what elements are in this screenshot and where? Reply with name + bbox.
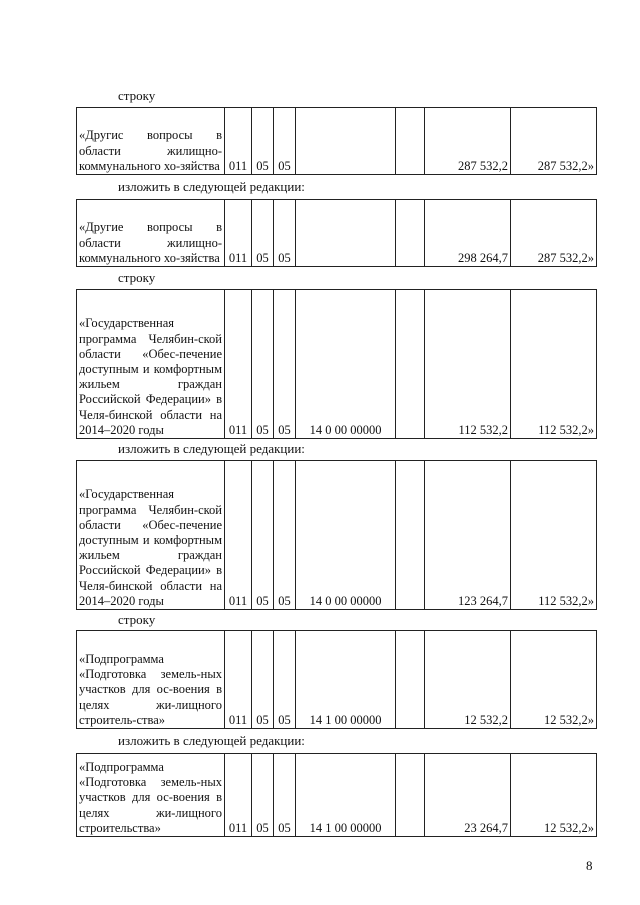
vr-code <box>396 754 425 837</box>
row-name: «Другие вопросы в области жилищно-коммунального хо-зяйства <box>77 200 225 267</box>
budget-table-row <box>76 107 597 175</box>
grbs-code: 011 <box>225 290 252 439</box>
razdel-code: 05 <box>252 200 274 267</box>
caption-stroku: строку <box>118 270 156 285</box>
sum-new: 12 532,2» <box>511 754 597 837</box>
sum-new: 112 532,2» <box>511 290 597 439</box>
razdel-code: 05 <box>252 108 274 175</box>
vr-code <box>396 200 425 267</box>
grbs-code: 011 <box>225 754 252 837</box>
podrazdel-code: 05 <box>274 108 296 175</box>
podrazdel-code: 05 <box>274 290 296 439</box>
grbs-code: 011 <box>225 200 252 267</box>
row-name: «Другис вопросы в области жилищно-коммунального хо-зяйства <box>77 108 225 175</box>
csr-code <box>296 108 396 175</box>
vr-code <box>396 631 425 729</box>
csr-code <box>296 200 396 267</box>
razdel-code: 05 <box>252 631 274 729</box>
sum-old: 287 532,2 <box>425 108 511 175</box>
sum-new: 112 532,2» <box>511 461 597 610</box>
caption-izlozhit: изложить в следующей редакции: <box>118 733 305 748</box>
caption-izlozhit: изложить в следующей редакции: <box>118 441 305 456</box>
caption-stroku: строку <box>118 88 156 103</box>
budget-table-row <box>76 630 597 729</box>
row-name: «Подпрограмма «Подготовка земель-ных участков для ос-воения в целях жи-лищного строительства» <box>77 754 225 837</box>
page-number: 8 <box>586 858 593 873</box>
sum-old: 298 264,7 <box>425 200 511 267</box>
row-name: «Государственная программа Челябин-ской области «Обес-печение доступным и комфортным жильем граждан Российской Федерации» в Челя-бинской области на 2014–2020 годы <box>77 290 225 439</box>
budget-table-row <box>76 289 597 439</box>
vr-code <box>396 108 425 175</box>
row-name: «Подпрограмма «Подготовка земель-ных участков для ос-воения в целях жи-лищного строитель-ства» <box>77 631 225 729</box>
budget-table-row <box>76 753 597 837</box>
row-name: «Государственная программа Челябин-ской области «Обес-печение доступным и комфортным жильем граждан Российской Федерации» в Челя-бинской области на 2014–2020 годы <box>77 461 225 610</box>
budget-table-row <box>76 460 597 610</box>
grbs-code: 011 <box>225 461 252 610</box>
sum-new: 287 532,2» <box>511 200 597 267</box>
podrazdel-code: 05 <box>274 200 296 267</box>
razdel-code: 05 <box>252 754 274 837</box>
csr-code: 14 0 00 00000 <box>296 461 396 610</box>
sum-old: 23 264,7 <box>425 754 511 837</box>
podrazdel-code: 05 <box>274 461 296 610</box>
sum-old: 123 264,7 <box>425 461 511 610</box>
csr-code: 14 1 00 00000 <box>296 631 396 729</box>
csr-code: 14 1 00 00000 <box>296 754 396 837</box>
podrazdel-code: 05 <box>274 631 296 729</box>
podrazdel-code: 05 <box>274 754 296 837</box>
caption-izlozhit: изложить в следующей редакции: <box>118 179 305 194</box>
sum-new: 12 532,2» <box>511 631 597 729</box>
grbs-code: 011 <box>225 108 252 175</box>
razdel-code: 05 <box>252 461 274 610</box>
csr-code: 14 0 00 00000 <box>296 290 396 439</box>
grbs-code: 011 <box>225 631 252 729</box>
sum-old: 112 532,2 <box>425 290 511 439</box>
sum-new: 287 532,2» <box>511 108 597 175</box>
razdel-code: 05 <box>252 290 274 439</box>
budget-table-row <box>76 199 597 267</box>
caption-stroku: строку <box>118 612 156 627</box>
vr-code <box>396 461 425 610</box>
sum-old: 12 532,2 <box>425 631 511 729</box>
vr-code <box>396 290 425 439</box>
